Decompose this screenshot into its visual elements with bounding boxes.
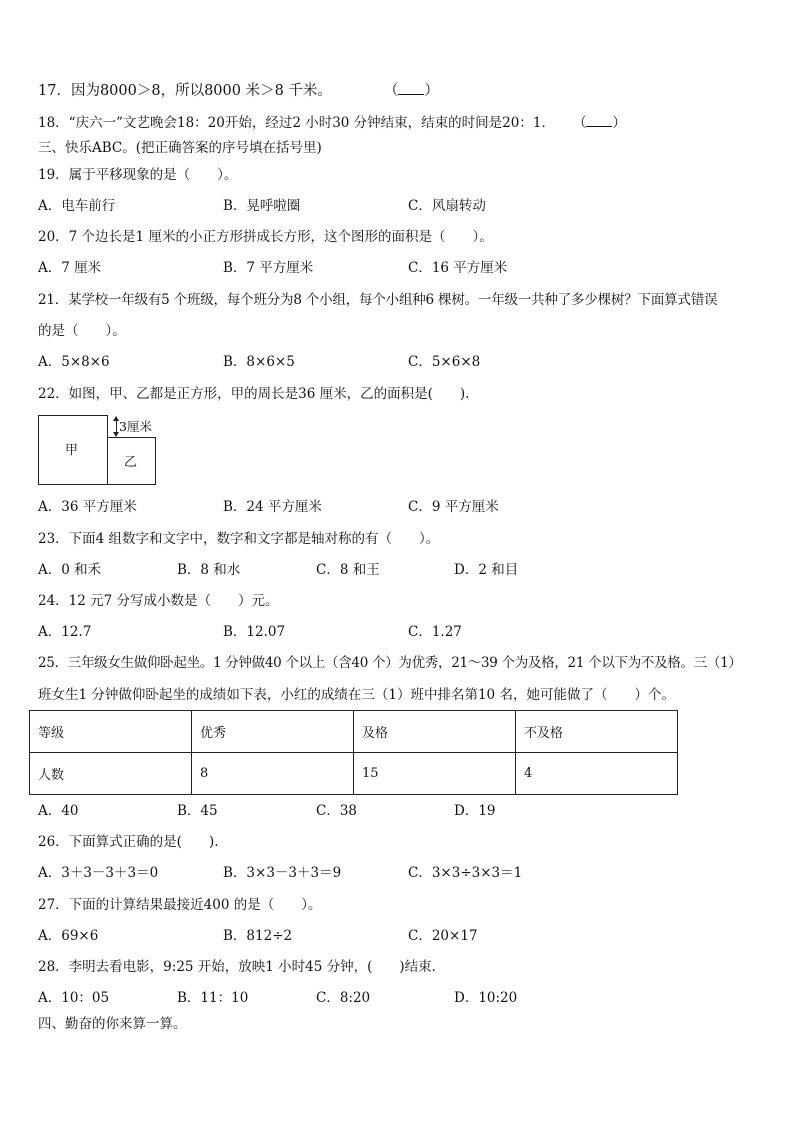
q22-option-b[interactable]: B．24 平方厘米 [223,499,322,515]
q22-option-a[interactable]: A．36 平方厘米 [38,499,137,515]
q28-option-a[interactable]: A．10：05 [38,990,110,1006]
table-cell: 人数 [30,753,192,795]
q28-option-b[interactable]: B．11：10 [177,990,249,1006]
q25-option-d[interactable]: D．19 [454,803,496,819]
table-cell: 及格 [354,711,516,753]
q25-option-b[interactable]: B．45 [177,803,218,819]
q26-option-a[interactable]: A．3＋3－3＋3＝0 [38,865,159,881]
dimension-label: 3厘米 [119,419,152,434]
square-jia-label: 甲 [65,443,79,458]
q22-option-c[interactable]: C．9 平方厘米 [408,499,499,515]
q28-option-c[interactable]: C．8:20 [316,990,371,1006]
question-19-stem: 19．属于平移现象的是（ ）。 [38,167,238,183]
q19-option-b[interactable]: B．晃呼啦圈 [223,198,301,214]
question-24-stem: 24．12 元7 分写成小数是（ ）元。 [38,593,279,609]
q23-option-d[interactable]: D．2 和目 [454,562,519,578]
table-cell: 4 [516,753,678,795]
table-row [30,753,678,795]
table-cell: 不及格 [516,711,678,753]
question-28-stem: 28．李明去看电影，9:25 开始，放映1 小时45 分钟，( )结束． [38,959,446,975]
question-25-stem-line1: 25．三年级女生做仰卧起坐。1 分钟做40 个以上（含40 个）为优秀，21～39 个为及格，21 个以下为不及格。三（1） [38,655,742,671]
table-cell: 优秀 [192,711,354,753]
table-header-row [30,711,678,753]
q21-option-a[interactable]: A．5×8×6 [38,354,110,370]
q27-option-a[interactable]: A．69×6 [38,928,99,944]
question-18-text: 18．“庆六一”文艺晚会18：20开始，经过2 小时30 分钟结束，结束的时间是20：1． [38,115,555,131]
question-18: 18．“庆六一”文艺晚会18：20开始，经过2 小时30 分钟结束，结束的时间是20：1． （ ） [38,115,626,131]
question-21-stem-line1: 21．某学校一年级有5 个班级，每个班分为8 个小组，每个小组种6 棵树。一年级一共种了多少棵树？下面算式错误 [38,292,718,308]
q19-option-a[interactable]: A．电车前行 [38,198,116,214]
question-20-stem: 20．7 个边长是1 厘米的小正方形拼成长方形，这个图形的面积是（ ）。 [38,229,493,245]
q28-option-d[interactable]: D．10:20 [454,990,518,1006]
question-27-stem: 27．下面的计算结果最接近400 的是（ ）。 [38,897,322,913]
q21-option-b[interactable]: B．8×6×5 [223,354,295,370]
question-17-text: 17．因为8000＞8，所以8000 米＞8 千米。 [38,83,332,99]
grades-table [29,710,678,795]
table-cell: 15 [354,753,516,795]
square-yi-label: 乙 [124,455,138,470]
q25-option-a[interactable]: A．40 [38,803,79,819]
q19-option-c[interactable]: C．风扇转动 [408,198,486,214]
q24-option-a[interactable]: A．12.7 [38,624,92,640]
question-17: 17．因为8000＞8，所以8000 米＞8 千米。 （ ） [38,83,439,99]
q26-option-c[interactable]: C．3×3÷3×3＝1 [408,865,523,881]
answer-blank-17[interactable] [398,82,424,95]
question-21-stem-line2: 的是（ ）。 [38,323,126,339]
q21-option-c[interactable]: C．5×6×8 [408,354,481,370]
q27-option-b[interactable]: B．812÷2 [223,928,293,944]
squares-figure [38,415,158,485]
q24-option-b[interactable]: B．12.07 [223,624,286,640]
question-22-stem: 22．如图，甲、乙都是正方形，甲的周长是36 厘米，乙的面积是( ). [38,386,470,402]
table-cell: 8 [192,753,354,795]
question-26-stem: 26．下面算式正确的是( ). [38,834,219,850]
q23-option-a[interactable]: A．0 和禾 [38,562,102,578]
q25-option-c[interactable]: C．38 [316,803,358,819]
q20-option-b[interactable]: B．7 平方厘米 [223,260,314,276]
question-25-stem-line2: 班女生1 分钟做仰卧起坐的成绩如下表，小红的成绩在三（1）班中排名第10 名，她可能做了（ ）个。 [38,687,675,703]
answer-blank-18[interactable] [586,114,612,127]
q20-option-c[interactable]: C．16 平方厘米 [408,260,508,276]
section-3-heading: 三、快乐ABC。(把正确答案的序号填在括号里) [38,140,322,156]
section-4-heading: 四、勤奋的你来算一算。 [38,1016,187,1032]
q23-option-b[interactable]: B．8 和水 [177,562,241,578]
question-23-stem: 23．下面4 组数字和文字中，数字和文字都是轴对称的有（ ）。 [38,531,440,547]
q27-option-c[interactable]: C．20×17 [408,928,478,944]
q23-option-c[interactable]: C．8 和王 [316,562,380,578]
table-cell: 等级 [30,711,192,753]
q26-option-b[interactable]: B．3×3－3＋3＝9 [223,865,342,881]
q24-option-c[interactable]: C．1.27 [408,624,462,640]
q20-option-a[interactable]: A．7 厘米 [38,260,102,276]
